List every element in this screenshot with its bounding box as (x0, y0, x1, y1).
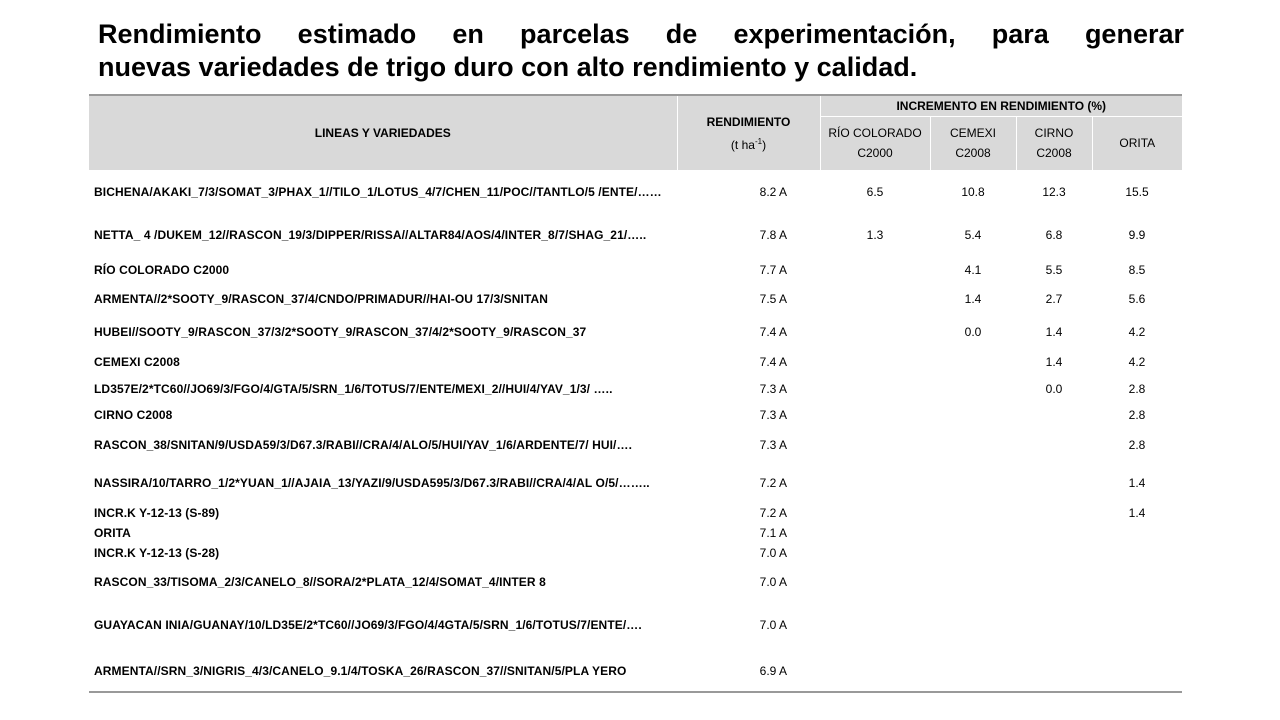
yield-table (89, 94, 1182, 693)
row-rendimiento: 7.4 A (759, 355, 787, 369)
title-line-2: nuevas variedades de trigo duro con alto rendimiento y calidad. (98, 52, 918, 82)
row-line-name: INCR.K Y-12-13 (S-28) (94, 546, 220, 560)
header-rendimiento (677, 95, 820, 170)
row-line-name: GUAYACAN INIA/GUANAY/10/LD35E/2*TC60//JO69/3/FGO/4/4GTA/5/SRN_1/6/TOTUS/7/ENTE/…. (94, 618, 642, 632)
header-rendimiento-label: RENDIMIENTO (706, 114, 791, 129)
row-incremento-0 (820, 374, 930, 404)
row-incremento-2 (1016, 650, 1092, 692)
row-incremento-0: 6.5 (866, 185, 884, 199)
table-row (89, 542, 1182, 564)
header-sub-0 (820, 116, 930, 170)
row-incremento-3: 15.5 (1125, 185, 1149, 199)
row-incremento-3: 1.4 (1128, 506, 1146, 520)
row-incremento-1: 10.8 (961, 185, 985, 199)
row-incremento-3: 2.8 (1128, 408, 1146, 422)
header-sub-line1: CIRNO (1034, 126, 1074, 141)
row-incremento-0 (820, 404, 930, 426)
row-rendimiento: 7.3 A (759, 408, 787, 422)
row-incremento-2 (1016, 524, 1092, 542)
row-incremento-1 (930, 464, 1016, 502)
row-incremento-2 (1016, 502, 1092, 524)
row-line-name: ARMENTA//SRN_3/NIGRIS_4/3/CANELO_9.1/4/TOSKA_26/RASCON_37//SNITAN/5/PLA YERO (89, 650, 677, 692)
row-incremento-3 (1092, 524, 1182, 542)
row-line-name: RÍO COLORADO C2000 (94, 263, 230, 277)
row-rendimiento: 7.2 A (759, 476, 787, 490)
row-incremento-0 (820, 314, 930, 350)
row-line-name: INCR.K Y-12-13 (S-89) (94, 506, 220, 520)
table-row (89, 350, 1182, 374)
row-incremento-1 (930, 524, 1016, 542)
row-rendimiento: 7.5 A (759, 292, 787, 306)
row-incremento-3 (1092, 542, 1182, 564)
row-incremento-1 (930, 404, 1016, 426)
row-incremento-1 (930, 542, 1016, 564)
header-lines-varieties: LINEAS Y VARIEDADES (89, 95, 677, 170)
row-incremento-2 (1016, 464, 1092, 502)
row-incremento-2: 12.3 (1042, 185, 1066, 199)
header-sub-line1: RÍO COLORADO (828, 126, 922, 141)
row-incremento-2 (1016, 542, 1092, 564)
table-row (89, 564, 1182, 600)
table-row (89, 502, 1182, 524)
page-title (98, 18, 1184, 84)
header-sub-line2: C2008 (1036, 146, 1072, 161)
row-incremento-2 (1016, 404, 1092, 426)
table-body (89, 170, 1182, 692)
row-incremento-0 (820, 426, 930, 464)
table-row (89, 524, 1182, 542)
table-row (89, 170, 1182, 214)
row-line-name: RASCON_38/SNITAN/9/USDA59/3/D67.3/RABI//CRA/4/ALO/5/HUI/YAV_1/6/ARDENTE/7/ HUI/…. (94, 438, 633, 452)
row-incremento-1: 0.0 (964, 325, 982, 339)
row-incremento-1 (930, 650, 1016, 692)
row-incremento-2: 6.8 (1045, 228, 1063, 242)
table-row (89, 464, 1182, 502)
table-row (89, 650, 1182, 692)
row-incremento-2 (1016, 600, 1092, 650)
row-rendimiento: 7.2 A (759, 506, 787, 520)
title-line-1: Rendimiento estimado en parcelas de experimentación, para generar (98, 19, 1184, 49)
row-incremento-3: 5.6 (1128, 292, 1146, 306)
table-row (89, 404, 1182, 426)
header-sub-line2: C2000 (857, 146, 893, 161)
row-incremento-2 (1016, 564, 1092, 600)
row-incremento-0 (820, 350, 930, 374)
row-rendimiento: 7.0 A (759, 618, 787, 632)
row-rendimiento: 7.0 A (759, 546, 787, 560)
row-line-name: ORITA (94, 526, 131, 540)
row-incremento-3: 9.9 (1128, 228, 1146, 242)
row-line-name: HUBEI//SOOTY_9/RASCON_37/3/2*SOOTY_9/RASCON_37/4/2*SOOTY_9/RASCON_37 (94, 325, 587, 339)
row-incremento-0 (820, 502, 930, 524)
row-line-name: CEMEXI C2008 (94, 355, 180, 369)
row-incremento-2: 2.7 (1045, 292, 1063, 306)
header-sub-2 (1016, 116, 1092, 170)
header-sub-line2: C2008 (955, 146, 991, 161)
row-incremento-3: 1.4 (1128, 476, 1146, 490)
row-incremento-0 (820, 600, 930, 650)
table-row (89, 600, 1182, 650)
row-rendimiento: 7.7 A (759, 263, 787, 277)
row-line-name: RASCON_33/TISOMA_2/3/CANELO_8//SORA/2*PLATA_12/4/SOMAT_4/INTER 8 (94, 575, 546, 589)
row-incremento-0 (820, 524, 930, 542)
row-incremento-2: 1.4 (1045, 325, 1063, 339)
row-line-name: ARMENTA//2*SOOTY_9/RASCON_37/4/CNDO/PRIMADUR//HAI-OU 17/3/SNITAN (94, 292, 549, 306)
row-incremento-0: 1.3 (866, 228, 884, 242)
row-incremento-1: 5.4 (964, 228, 982, 242)
row-incremento-3: 2.8 (1128, 382, 1146, 396)
row-rendimiento: 8.2 A (759, 185, 787, 199)
row-incremento-0 (820, 650, 930, 692)
table-row (89, 256, 1182, 284)
row-incremento-1 (930, 502, 1016, 524)
row-incremento-0 (820, 542, 930, 564)
header-sub-1 (930, 116, 1016, 170)
table-row (89, 426, 1182, 464)
row-incremento-2: 1.4 (1045, 355, 1063, 369)
row-incremento-1: 4.1 (964, 263, 982, 277)
row-incremento-1 (930, 350, 1016, 374)
row-incremento-0 (820, 464, 930, 502)
row-incremento-1: 1.4 (964, 292, 982, 306)
row-rendimiento: 7.1 A (759, 526, 787, 540)
row-incremento-1 (930, 374, 1016, 404)
row-rendimiento: 6.9 A (677, 650, 820, 692)
row-line-name: NETTA_ 4 /DUKEM_12//RASCON_19/3/DIPPER/RISSA//ALTAR84/AOS/4/INTER_8/7/SHAG_21/….. (94, 228, 647, 242)
row-line-name: LD357E/2*TC60//JO69/3/FGO/4/GTA/5/SRN_1/6/TOTUS/7/ENTE/MEXI_2//HUI/4/YAV_1/3/ ….. (94, 382, 613, 396)
row-line-name: NASSIRA/10/TARRO_1/2*YUAN_1//AJAIA_13/YAZI/9/USDA595/3/D67.3/RABI//CRA/4/AL O/5/…….. (94, 476, 650, 490)
row-rendimiento: 7.3 A (759, 382, 787, 396)
row-rendimiento: 7.3 A (759, 438, 787, 452)
row-incremento-0 (820, 564, 930, 600)
row-incremento-3: 8.5 (1128, 263, 1146, 277)
row-incremento-3: 4.2 (1128, 325, 1146, 339)
table-row (89, 214, 1182, 256)
row-incremento-1 (930, 564, 1016, 600)
row-incremento-1 (930, 426, 1016, 464)
row-incremento-3: 4.2 (1128, 355, 1146, 369)
table-row (89, 314, 1182, 350)
row-rendimiento: 7.8 A (759, 228, 787, 242)
row-line-name: CIRNO C2008 (94, 408, 173, 422)
row-line-name: BICHENA/AKAKI_7/3/SOMAT_3/PHAX_1//TILO_1/LOTUS_4/7/CHEN_11/POC//TANTLO/5 /ENTE/…… (94, 185, 662, 199)
row-incremento-3: 2.8 (1128, 438, 1146, 452)
row-rendimiento: 7.4 A (759, 325, 787, 339)
row-incremento-2: 5.5 (1045, 263, 1063, 277)
row-incremento-3 (1092, 564, 1182, 600)
row-incremento-1 (930, 600, 1016, 650)
header-sub-line1: CEMEXI (949, 126, 996, 141)
row-incremento-3 (1092, 650, 1182, 692)
table-header (89, 95, 1182, 170)
row-incremento-2: 0.0 (1045, 382, 1063, 396)
table-row (89, 374, 1182, 404)
header-sub-3 (1092, 116, 1182, 170)
header-incremento: INCREMENTO EN RENDIMIENTO (%) (820, 95, 1182, 116)
row-incremento-0 (820, 256, 930, 284)
table-row (89, 284, 1182, 314)
row-rendimiento: 7.0 A (759, 575, 787, 589)
header-sub-line1: ORITA (1119, 136, 1156, 151)
row-incremento-0 (820, 284, 930, 314)
row-incremento-3 (1092, 600, 1182, 650)
row-incremento-2 (1016, 426, 1092, 464)
header-rendimiento-unit: (t $ha^{-1}$) (730, 136, 767, 152)
